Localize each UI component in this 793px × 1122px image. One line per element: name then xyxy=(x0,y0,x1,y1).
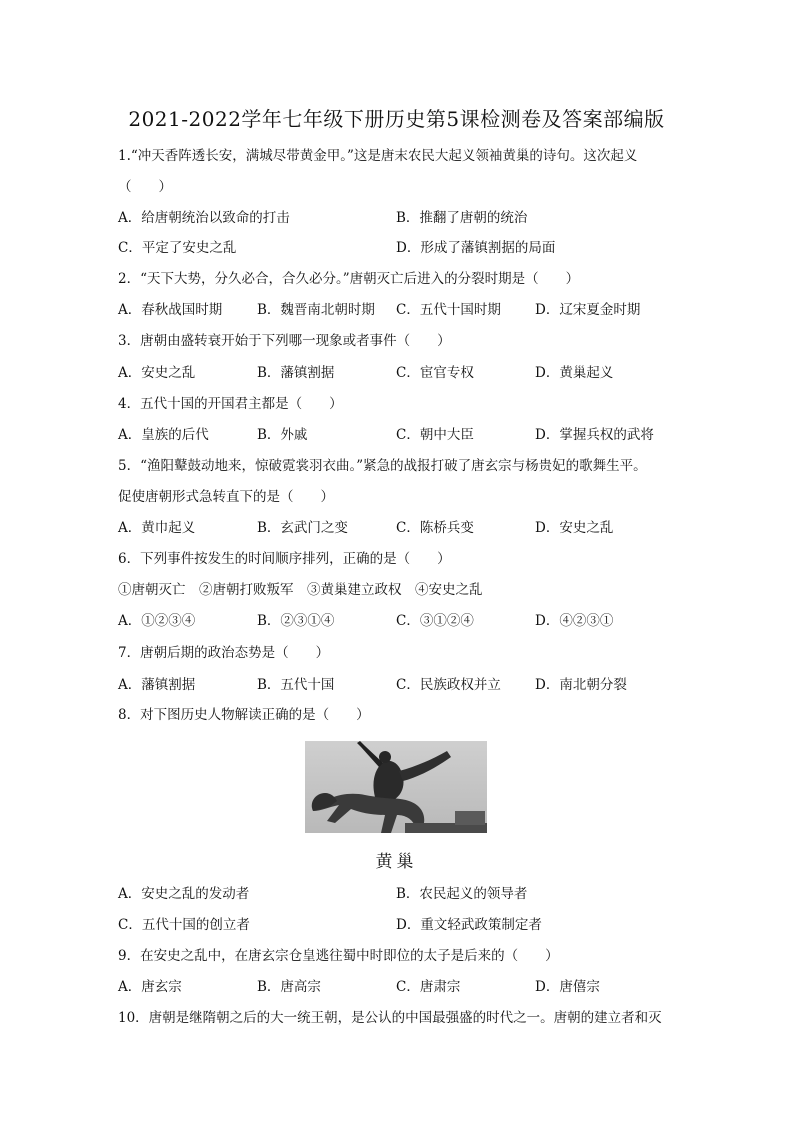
question-1-option-d: D．形成了藩镇割据的局面 xyxy=(396,240,556,256)
question-5-option-b: B．玄武门之变 xyxy=(257,520,348,536)
question-4-option-c: C．朝中大臣 xyxy=(396,427,474,443)
question-5-stem-line-2: 促使唐朝形式急转直下的是（ ） xyxy=(118,489,334,505)
question-6-option-d: D．④②③① xyxy=(535,613,614,629)
question-5-option-a: A．黄巾起义 xyxy=(118,520,196,536)
question-1-option-a: A．给唐朝统治以致命的打击 xyxy=(118,210,290,226)
question-3-option-b: B．藩镇割据 xyxy=(257,365,335,381)
question-9-option-a: A．唐玄宗 xyxy=(118,979,182,995)
question-9-stem: 9．在安史之乱中，在唐玄宗仓皇逃往蜀中时即位的太子是后来的（ ） xyxy=(118,948,559,964)
question-9-option-d: D．唐僖宗 xyxy=(535,979,600,995)
question-2-stem: 2．“天下大势，分久必合，合久必分。”唐朝灭亡后进入的分裂时期是（ ） xyxy=(118,271,580,287)
question-8-option-b: B．农民起义的领导者 xyxy=(396,886,528,902)
question-9-option-b: B．唐高宗 xyxy=(257,979,321,995)
question-1-option-b: B．推翻了唐朝的统治 xyxy=(396,210,528,226)
question-2-option-a: A．春秋战国时期 xyxy=(118,302,223,318)
question-1-blank: （ ） xyxy=(118,179,172,195)
question-6-option-b: B．②③①④ xyxy=(257,613,335,629)
question-3-stem: 3．唐朝由盛转衰开始于下列哪一现象或者事件（ ） xyxy=(118,333,451,349)
question-5-option-c: C．陈桥兵变 xyxy=(396,520,474,536)
question-8-option-a: A．安史之乱的发动者 xyxy=(118,886,250,902)
question-1-option-c: C．平定了安史之乱 xyxy=(118,240,237,256)
question-7-stem: 7．唐朝后期的政治态势是（ ） xyxy=(118,645,330,661)
question-7-option-b: B．五代十国 xyxy=(257,677,335,693)
question-6-items: ①唐朝灭亡 ②唐朝打败叛军 ③黄巢建立政权 ④安史之乱 xyxy=(118,582,483,598)
question-2-option-c: C．五代十国时期 xyxy=(396,302,501,318)
question-7-option-a: A．藩镇割据 xyxy=(118,677,196,693)
question-10-stem: 10．唐朝是继隋朝之后的大一统王朝，是公认的中国最强盛的时代之一。唐朝的建立者和灭 xyxy=(118,1010,662,1026)
question-7-option-c: C．民族政权并立 xyxy=(396,677,501,693)
question-4-option-a: A．皇族的后代 xyxy=(118,427,209,443)
question-7-option-d: D．南北朝分裂 xyxy=(535,677,627,693)
statue-photo xyxy=(305,741,487,833)
question-3-option-a: A．安史之乱 xyxy=(118,365,196,381)
question-1-stem: 1.“冲天香阵透长安，满城尽带黄金甲。”这是唐末农民大起义领袖黄巢的诗句。这次起义 xyxy=(118,148,638,164)
document-title: 2021-2022学年七年级下册历史第5课检测卷及答案部编版 xyxy=(128,107,665,131)
question-4-option-b: B．外戚 xyxy=(257,427,308,443)
question-6-option-c: C．③①②④ xyxy=(396,613,474,629)
question-2-option-d: D．辽宋夏金时期 xyxy=(535,302,641,318)
question-6-stem: 6．下列事件按发生的时间顺序排列，正确的是（ ） xyxy=(118,551,451,567)
question-3-option-d: D．黄巢起义 xyxy=(535,365,614,381)
question-8-option-d: D．重文轻武政策制定者 xyxy=(396,917,542,933)
question-4-option-d: D．掌握兵权的武将 xyxy=(535,427,654,443)
question-9-option-c: C．唐肃宗 xyxy=(396,979,461,995)
question-8-option-c: C．五代十国的创立者 xyxy=(118,917,250,933)
question-5-stem: 5．“渔阳鼙鼓动地来，惊破霓裳羽衣曲。”紧急的战报打破了唐玄宗与杨贵妃的歌舞生平。 xyxy=(118,458,647,474)
question-3-option-c: C．宦官专权 xyxy=(396,365,474,381)
question-4-stem: 4．五代十国的开国君主都是（ ） xyxy=(118,396,343,412)
question-5-option-d: D．安史之乱 xyxy=(535,520,614,536)
figure-caption: 黄巢 xyxy=(375,852,418,872)
question-2-option-b: B．魏晋南北朝时期 xyxy=(257,302,375,318)
question-6-option-a: A．①②③④ xyxy=(118,613,196,629)
question-8-stem: 8．对下图历史人物解读正确的是（ ） xyxy=(118,707,370,723)
